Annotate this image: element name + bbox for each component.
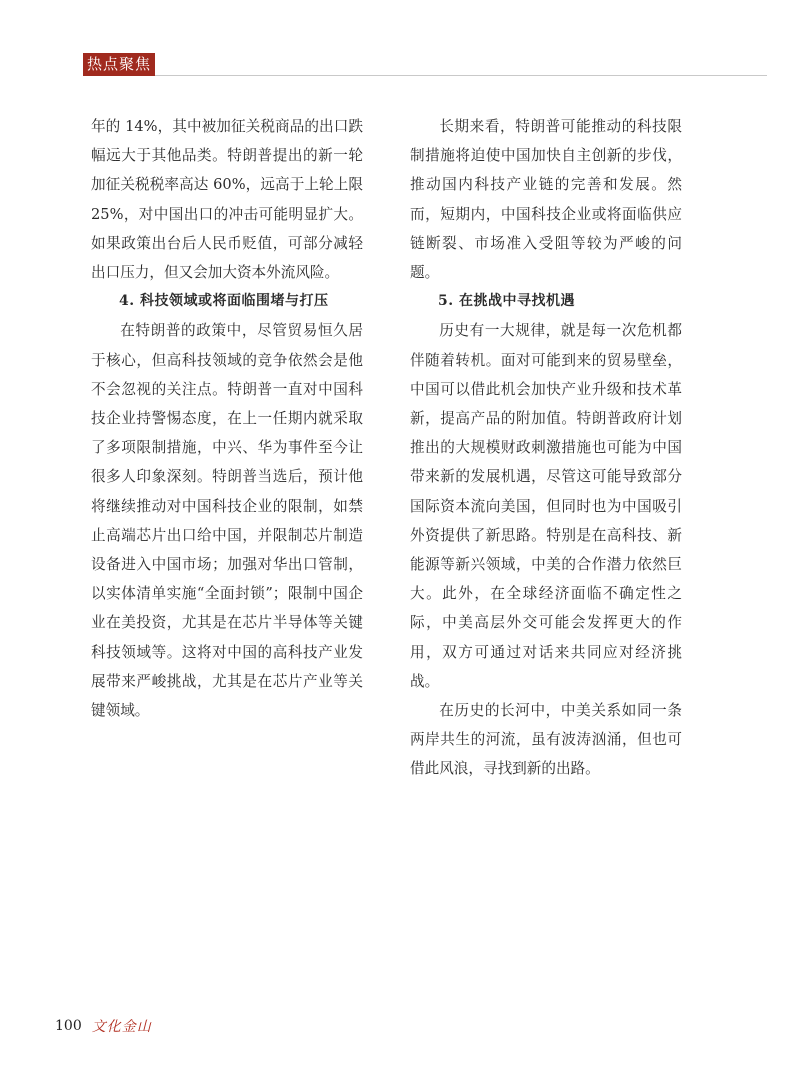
right-paragraph-2: 历史有一大规律，就是每一次危机都伴随着转机。面对可能到来的贸易壁垒，中国可以借此机会加快产业升级和技术革新，提高产品的附加值。特朗普政府计划推出的大规模财政刺激措施也可能为中国带来新的发展机遇，尽管这可能导致部分国际资本流向美国，但同时也为中国吸引外资提供了新思路。特别是在高科技、新能源等新兴领域，中美的合作潜力依然巨大。此外，在全球经济面临不确定性之际，中美高层外交可能会发挥更大的作用，双方可通过对话来共同应对经济挑战。 bbox=[410, 322, 682, 690]
left-column bbox=[91, 112, 363, 725]
publication-logo: 文化金山 bbox=[91, 1019, 152, 1035]
page-number: 100 bbox=[55, 1018, 82, 1034]
page-footer bbox=[55, 1015, 152, 1037]
section-heading-5: 5. 在挑战中寻找机遇 bbox=[438, 293, 575, 310]
section-heading-4: 4. 科技领域或将面临围堵与打压 bbox=[119, 293, 329, 310]
left-paragraph-1: 年的 14%，其中被加征关税商品的出口跌幅远大于其他品类。特朗普提出的新一轮加征关税税率高达 60%，远高于上轮上限 25%，对中国出口的冲击可能明显扩大。如果政策出台后人民币贬值，可部分减轻出口压力，但又会加大资本外流风险。 bbox=[91, 118, 363, 282]
right-paragraph-3: 在历史的长河中，中美关系如同一条两岸共生的河流，虽有波涛汹涌，但也可借此风浪，寻找到新的出路。 bbox=[410, 702, 682, 778]
header-rule bbox=[155, 75, 767, 76]
left-paragraph-2: 在特朗普的政策中，尽管贸易恒久居于核心，但高科技领域的竞争依然会是他不会忽视的关注点。特朗普一直对中国科技企业持警惕态度，在上一任期内就采取了多项限制措施，中兴、华为事件至今让很多人印象深刻。特朗普当选后，预计他将继续推动对中国科技企业的限制，如禁止高端芯片出口给中国，并限制芯片制造设备进入中国市场；加强对华出口管制，以实体清单实施“全面封锁”；限制中国企业在美投资，尤其是在芯片半导体等关键科技领域等。这将对中国的高科技产业发展带来严峻挑战，尤其是在芯片产业等关键领域。 bbox=[91, 322, 363, 720]
right-column bbox=[410, 112, 682, 784]
section-tag: 热点聚焦 bbox=[83, 53, 155, 76]
right-paragraph-1: 长期来看，特朗普可能推动的科技限制措施将迫使中国加快自主创新的步伐，推动国内科技产业链的完善和发展。然而，短期内，中国科技企业或将面临供应链断裂、市场准入受阻等较为严峻的问题。 bbox=[410, 118, 682, 282]
